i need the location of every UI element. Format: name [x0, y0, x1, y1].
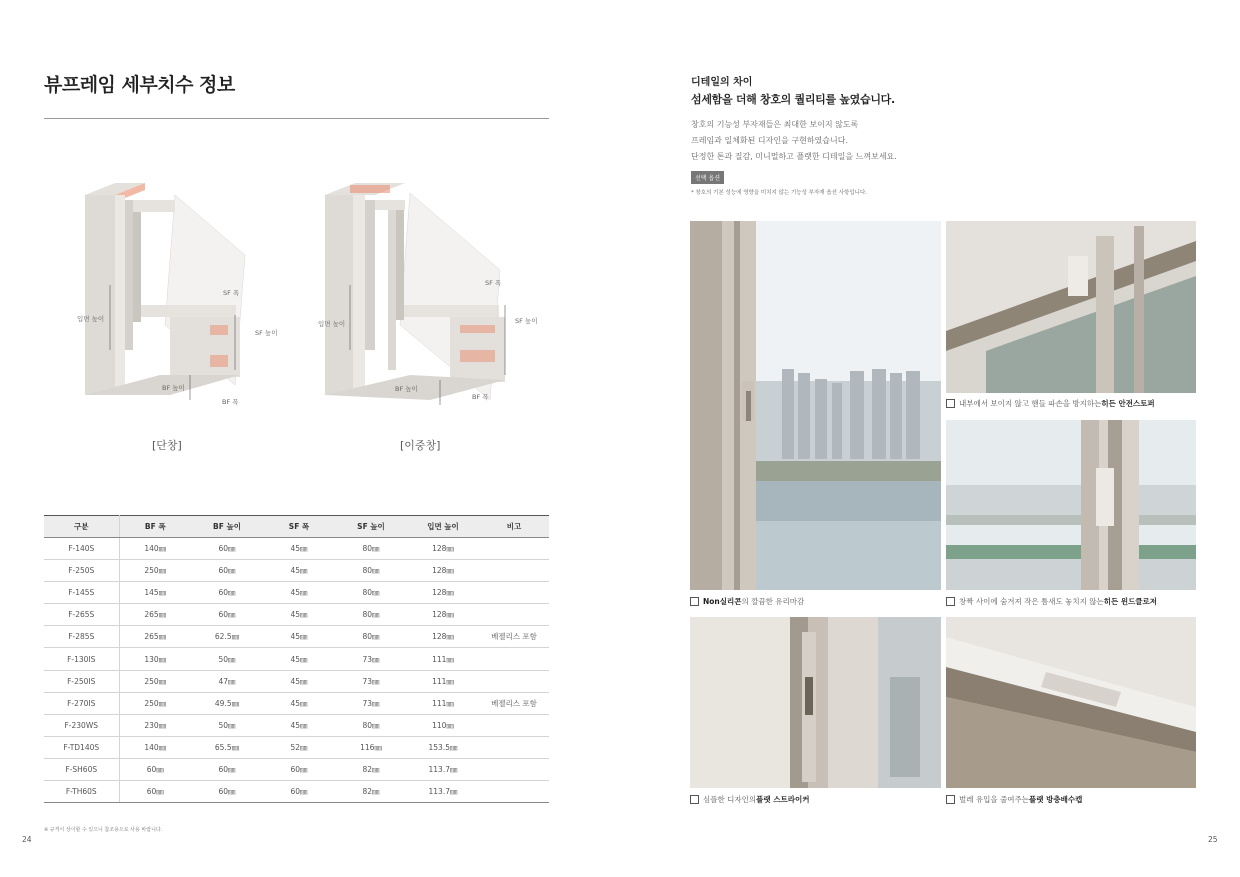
table-cell: 128㎜	[407, 604, 479, 626]
table-cell: 140㎜	[119, 736, 191, 758]
double-sf-height-label: SF 높이	[515, 317, 538, 325]
table-cell: 45㎜	[263, 670, 335, 692]
single-bf-height-label: BF 높이	[162, 384, 185, 392]
double-window-caption: [이중창]	[400, 439, 441, 452]
table-cell: 80㎜	[335, 560, 407, 582]
table-cell: F-TD140S	[44, 736, 119, 758]
table-row	[44, 758, 549, 780]
table-cell: 60㎜	[263, 781, 335, 803]
table-cell: F-230WS	[44, 714, 119, 736]
column-header: 구분	[44, 516, 119, 538]
caption-bold: 히든 안전스토퍼	[1101, 399, 1155, 408]
table-row	[44, 538, 549, 560]
table-cell: 82㎜	[335, 781, 407, 803]
table-cell: 113.7㎜	[407, 758, 479, 780]
table-cell: 230㎜	[119, 714, 191, 736]
table-cell	[479, 560, 549, 582]
table-cell: 128㎜	[407, 626, 479, 648]
table-cell: 45㎜	[263, 538, 335, 560]
table-cell: 60㎜	[191, 781, 263, 803]
table-cell	[479, 736, 549, 758]
caption-text: 창짝 사이에 숨겨져 작은 틈새도 놓치지 않는	[959, 597, 1104, 606]
checkbox-icon	[690, 597, 699, 606]
spec-table	[44, 515, 549, 803]
table-cell: 60㎜	[263, 758, 335, 780]
table-cell: 52㎜	[263, 736, 335, 758]
double-entry-height-label: 입면 높이	[318, 320, 346, 328]
safety-stopper-photo	[946, 221, 1196, 393]
glass-finish-photo	[690, 221, 941, 590]
table-cell: 80㎜	[335, 604, 407, 626]
table-cell	[479, 781, 549, 803]
table-cell: 45㎜	[263, 582, 335, 604]
table-cell: 250㎜	[119, 560, 191, 582]
table-header-row	[44, 516, 549, 538]
safety-stopper-caption	[946, 398, 1155, 409]
table-cell	[479, 714, 549, 736]
caption-bold: 히든 윈드클로저	[1103, 597, 1158, 606]
page-number-left: 24	[22, 835, 32, 844]
wind-closure-photo	[946, 420, 1196, 590]
table-cell: 60㎜	[119, 758, 191, 780]
caption-bold: 플랫 방충배수캡	[1028, 795, 1083, 804]
table-cell: F-130IS	[44, 648, 119, 670]
table-cell: 128㎜	[407, 582, 479, 604]
table-row	[44, 604, 549, 626]
column-header: 입면 높이	[407, 516, 479, 538]
single-sf-height-label: SF 높이	[255, 329, 278, 337]
table-cell: 73㎜	[335, 692, 407, 714]
table-cell: F-250IS	[44, 670, 119, 692]
caption-text: 심플한 디자인의	[703, 795, 757, 804]
table-cell: F-140S	[44, 538, 119, 560]
table-cell: 128㎜	[407, 538, 479, 560]
table-cell: F-145S	[44, 582, 119, 604]
table-cell: 45㎜	[263, 714, 335, 736]
body-line: 단정한 톤과 질감, 미니멀하고 플랫한 디테일을 느껴보세요.	[691, 152, 897, 161]
double-sf-width-label: SF 폭	[485, 279, 502, 287]
table-cell: 265㎜	[119, 626, 191, 648]
table-cell: 60㎜	[191, 758, 263, 780]
flat-striker-photo	[690, 617, 941, 788]
section-heading: 디테일의 차이	[691, 77, 753, 88]
glass-finish-caption	[690, 596, 804, 607]
table-row	[44, 736, 549, 758]
wind-closure-caption	[946, 596, 1157, 607]
table-cell: 62.5㎜	[191, 626, 263, 648]
table-cell: 60㎜	[191, 604, 263, 626]
table-cell	[479, 538, 549, 560]
table-row	[44, 582, 549, 604]
bug-drain-cap-caption	[946, 794, 1082, 805]
table-cell: F-TH60S	[44, 781, 119, 803]
table-row	[44, 560, 549, 582]
table-cell: 111㎜	[407, 692, 479, 714]
option-note: * 창호의 기본 성능에 영향을 미치지 않는 기능성 부자재 옵션 사항입니다.	[691, 190, 868, 196]
page-number-right: 25	[1208, 835, 1218, 844]
table-cell: 116㎜	[335, 736, 407, 758]
checkbox-icon	[946, 597, 955, 606]
table-cell: 49.5㎜	[191, 692, 263, 714]
table-cell: F-270IS	[44, 692, 119, 714]
single-bf-width-label: BF 폭	[222, 398, 239, 406]
table-cell: 60㎜	[191, 538, 263, 560]
table-row	[44, 670, 549, 692]
table-cell: 45㎜	[263, 648, 335, 670]
caption-bold: Non실리콘	[703, 597, 742, 606]
page-title: 뷰프레임 세부치수 정보	[44, 74, 235, 96]
table-cell: 80㎜	[335, 626, 407, 648]
double-bf-height-label: BF 높이	[395, 385, 418, 393]
table-cell	[479, 582, 549, 604]
column-header: BF 폭	[119, 516, 191, 538]
title-divider	[44, 118, 549, 119]
column-header: SF 폭	[263, 516, 335, 538]
table-cell: F-250S	[44, 560, 119, 582]
column-header: BF 높이	[191, 516, 263, 538]
table-cell: F-285S	[44, 626, 119, 648]
double-window-drawing	[300, 175, 550, 415]
table-cell: 60㎜	[119, 781, 191, 803]
table-cell	[479, 648, 549, 670]
caption-bold: 플랫 스트라이커	[756, 795, 810, 804]
table-cell: 베젤리스 포함	[479, 626, 549, 648]
table-cell: 153.5㎜	[407, 736, 479, 758]
table-cell: 45㎜	[263, 692, 335, 714]
column-header: 비고	[479, 516, 549, 538]
table-cell: 130㎜	[119, 648, 191, 670]
caption-text: 내부에서 보이지 않고 핸들 파손을 방지하는	[959, 399, 1102, 408]
checkbox-icon	[946, 399, 955, 408]
table-row	[44, 648, 549, 670]
double-bf-width-label: BF 폭	[472, 393, 489, 401]
table-cell: 60㎜	[191, 560, 263, 582]
right-page	[620, 0, 1240, 877]
table-cell: 265㎜	[119, 604, 191, 626]
table-cell: 110㎜	[407, 714, 479, 736]
flat-striker-caption	[690, 794, 809, 805]
column-header: SF 높이	[335, 516, 407, 538]
table-cell: 80㎜	[335, 582, 407, 604]
checkbox-icon	[946, 795, 955, 804]
single-window-caption: [단창]	[152, 439, 182, 452]
table-cell: 128㎜	[407, 560, 479, 582]
table-cell: 60㎜	[191, 582, 263, 604]
table-cell: 50㎜	[191, 648, 263, 670]
table-cell: 50㎜	[191, 714, 263, 736]
table-cell: 82㎜	[335, 758, 407, 780]
caption-text: 의 깔끔한 유리마감	[741, 597, 805, 606]
single-sf-width-label: SF 폭	[223, 289, 240, 297]
table-cell	[479, 758, 549, 780]
table-row	[44, 781, 549, 803]
table-cell: 113.7㎜	[407, 781, 479, 803]
table-cell: F-SH60S	[44, 758, 119, 780]
table-cell: F-265S	[44, 604, 119, 626]
table-cell: 73㎜	[335, 648, 407, 670]
bug-drain-cap-photo	[946, 617, 1196, 788]
table-cell	[479, 670, 549, 692]
body-line: 프레임과 일체화된 디자인을 구현하였습니다.	[691, 136, 849, 145]
table-cell: 140㎜	[119, 538, 191, 560]
table-cell: 47㎜	[191, 670, 263, 692]
single-entry-height-label: 입면 높이	[77, 315, 105, 323]
table-cell: 250㎜	[119, 670, 191, 692]
table-cell: 45㎜	[263, 626, 335, 648]
table-cell: 65.5㎜	[191, 736, 263, 758]
body-line: 창호의 기능성 부자재들은 최대한 보이지 않도록	[691, 120, 859, 129]
table-cell	[479, 604, 549, 626]
footnote: ※ 규격이 상이할 수 있으니 참조용으로 사용 바랍니다.	[44, 827, 163, 833]
table-cell: 111㎜	[407, 648, 479, 670]
table-row	[44, 714, 549, 736]
table-row	[44, 692, 549, 714]
table-row	[44, 626, 549, 648]
option-badge: 선택 옵션	[691, 171, 724, 184]
section-subheading: 섬세함을 더해 창호의 퀄리티를 높였습니다.	[691, 93, 895, 106]
table-cell: 45㎜	[263, 604, 335, 626]
table-cell: 111㎜	[407, 670, 479, 692]
table-cell: 베젤리스 포함	[479, 692, 549, 714]
body-text	[691, 117, 897, 165]
table-cell: 73㎜	[335, 670, 407, 692]
single-window-drawing	[60, 175, 300, 415]
table-cell: 250㎜	[119, 692, 191, 714]
caption-text: 벌레 유입을 줄여주는	[959, 795, 1029, 804]
table-cell: 80㎜	[335, 538, 407, 560]
table-cell: 145㎜	[119, 582, 191, 604]
table-cell: 80㎜	[335, 714, 407, 736]
table-cell: 45㎜	[263, 560, 335, 582]
checkbox-icon	[690, 795, 699, 804]
